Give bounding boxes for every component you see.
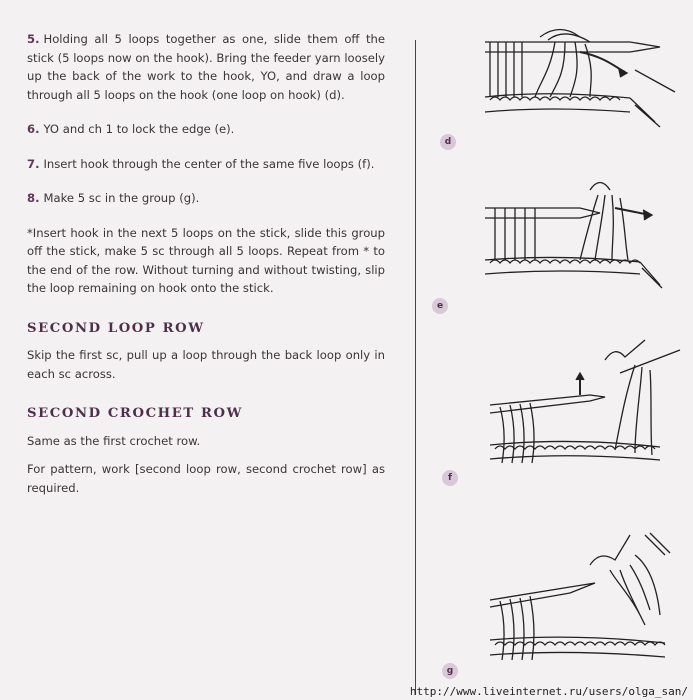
figure-e-illustration bbox=[430, 170, 685, 290]
figure-f-illustration bbox=[430, 335, 685, 465]
second-crochet-row-heading: SECOND CROCHET ROW bbox=[27, 406, 244, 421]
step-number: 8. bbox=[27, 191, 40, 205]
step-number: 6. bbox=[27, 122, 40, 136]
figure-e bbox=[430, 170, 685, 320]
figure-g-illustration bbox=[430, 525, 685, 665]
source-url[interactable]: http://www.liveinternet.ru/users/olga_san/ bbox=[409, 685, 688, 698]
step-7 bbox=[27, 155, 385, 174]
figure-d-illustration bbox=[430, 12, 685, 132]
pattern-text: For pattern, work [second loop row, second crochet row] as required. bbox=[27, 462, 385, 495]
second-loop-row-heading: SECOND LOOP ROW bbox=[27, 320, 205, 336]
figure-g-label: g bbox=[442, 663, 458, 679]
figure-f-label: f bbox=[442, 470, 458, 486]
step-text: Insert hook through the center of the same five loops (f). bbox=[43, 156, 375, 171]
step-text: Make 5 sc in the group (g). bbox=[43, 191, 200, 205]
second-crochet-row-text: Same as the first crochet row. bbox=[27, 433, 201, 448]
repeat-note: *Insert hook in the next 5 loops on the stick, slide this group off the stick, make 5 sc through all 5 loops. Repeat from * to the end of the row. Without turning and without twisting, slip the loop remaining on hook onto the stick. bbox=[27, 225, 385, 295]
step-number: 5. bbox=[27, 32, 40, 46]
step-5 bbox=[27, 30, 385, 104]
figure-d-label: d bbox=[440, 134, 456, 150]
step-text: YO and ch 1 to lock the edge (e). bbox=[43, 122, 235, 136]
figure-d bbox=[430, 12, 685, 152]
second-loop-row-text: Skip the first sc, pull up a loop through the back loop only in each sc across. bbox=[27, 348, 385, 381]
step-6 bbox=[27, 120, 385, 139]
step-text: Holding all 5 loops together as one, slide them off the stick (5 loops now on the hook). Bring the feeder yarn loosely up the back of the work to the hook, YO, and draw a loop through all 5 loops on the hook (one loop on hook) (d). bbox=[27, 32, 385, 102]
figure-g bbox=[430, 525, 685, 680]
column-divider bbox=[415, 40, 416, 695]
step-8 bbox=[27, 189, 385, 208]
instructions-column bbox=[27, 30, 385, 507]
figure-f bbox=[430, 335, 685, 490]
figure-e-label: e bbox=[432, 298, 448, 314]
step-number: 7. bbox=[27, 156, 40, 171]
